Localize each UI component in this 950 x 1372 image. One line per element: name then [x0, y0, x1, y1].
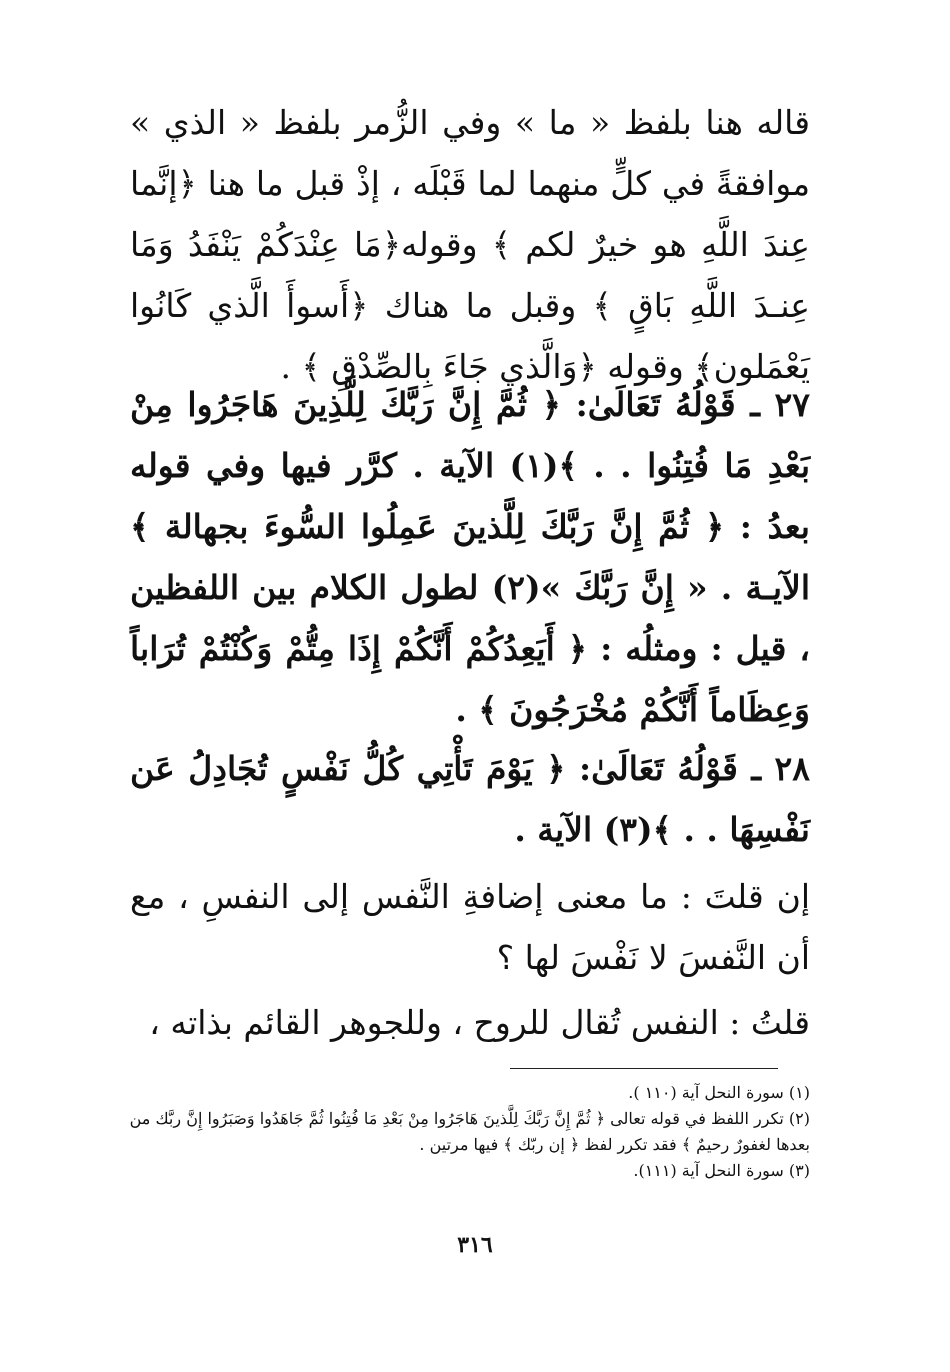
- paragraph-verse-27: ٢٧ ـ قَوْلُهُ تَعَالَىٰ: ﴿ ثُمَّ إِنَّ رَبَّكَ لِلَّذِينَ هَاجَرُوا مِنْ بَعْدِ مَا فُتِنُوا . . ﴾(١) الآية . كرَّر فيها وفي قوله بعدُ : ﴿ ثُمَّ إِنَّ رَبَّكَ لِلَّذينَ عَمِلُوا السُّوءَ بجهالة ﴾ الآيـة . « إِنَّ رَبَّكَ »(٢) لطول الكلام بين اللفظين ، قيل : ومثلُه : ﴿ أَيَعِدُكُمْ أَنَّكُمْ إِذَا مِتُّمْ وَكُنْتُمْ تُرَاباً وَعِظَاماً أَنَّكُمْ مُخْرَجُونَ ﴾ .: [130, 385, 810, 729]
- footnote-3: (٣) سورة النحل آية (١١١).: [633, 1161, 810, 1180]
- page-number: ٣١٦: [457, 1232, 493, 1258]
- paragraph-verse-28: ٢٨ ـ قَوْلُهُ تَعَالَىٰ: ﴿ يَوْمَ تَأْتِي كُلُّ نَفْسٍ تُجَادِلُ عَن نَفْسِهَا . . ﴾(٣) الآية .: [130, 749, 810, 849]
- footnotes: [110, 1080, 810, 1184]
- paragraph-answer: قلتُ : النفس تُقال للروح ، وللجوهر القائم بذاته ،: [149, 1003, 810, 1042]
- footnote-divider: [510, 1068, 778, 1069]
- footnote-1: (١) سورة النحل آية (١١٠ ).: [628, 1083, 810, 1102]
- footnote-2: (٢) تكرر اللفظ في قوله تعالى ﴿ ثُمَّ إِنَّ رَبَّكَ لِلَّذينَ هَاجَرُوا مِنْ بَعْدِ مَا فُتِنُوا ثُمَّ جَاهَدُوا وَصَبَرُوا إِنَّ ربَّك من بعدها لغفورٌ رحيمٌ ﴾ فقد تكرر لفظ ﴿ إن ربّك ﴾ فيها مرتين .: [129, 1109, 810, 1154]
- paragraph-commentary: قاله هنا بلفظ « ما » وفي الزُّمر بلفظ « الذي » موافقةً في كلٍّ منهما لما قَبْلَه ، إذْ قبل ما هنا ﴿إنَّما عِندَ اللَّهِ هو خيرٌ لكم ﴾ وقوله﴿مَا عِنْدَكُمْ يَنْفَدُ وَمَا عِنـدَ اللَّهِ بَاقٍ ﴾ وقبل ما هناك ﴿أَسوأَ الَّذي كَانُوا يَعْمَلون﴾ وقوله ﴿وَالَّذي جَاءَ بِالصِّدْقِ ﴾ .: [130, 103, 810, 386]
- paragraph-question: إن قلتَ : ما معنى إضافةِ النَّفس إلى النفسِ ، مع أن النَّفسَ لا نَفْسَ لها ؟: [130, 877, 810, 977]
